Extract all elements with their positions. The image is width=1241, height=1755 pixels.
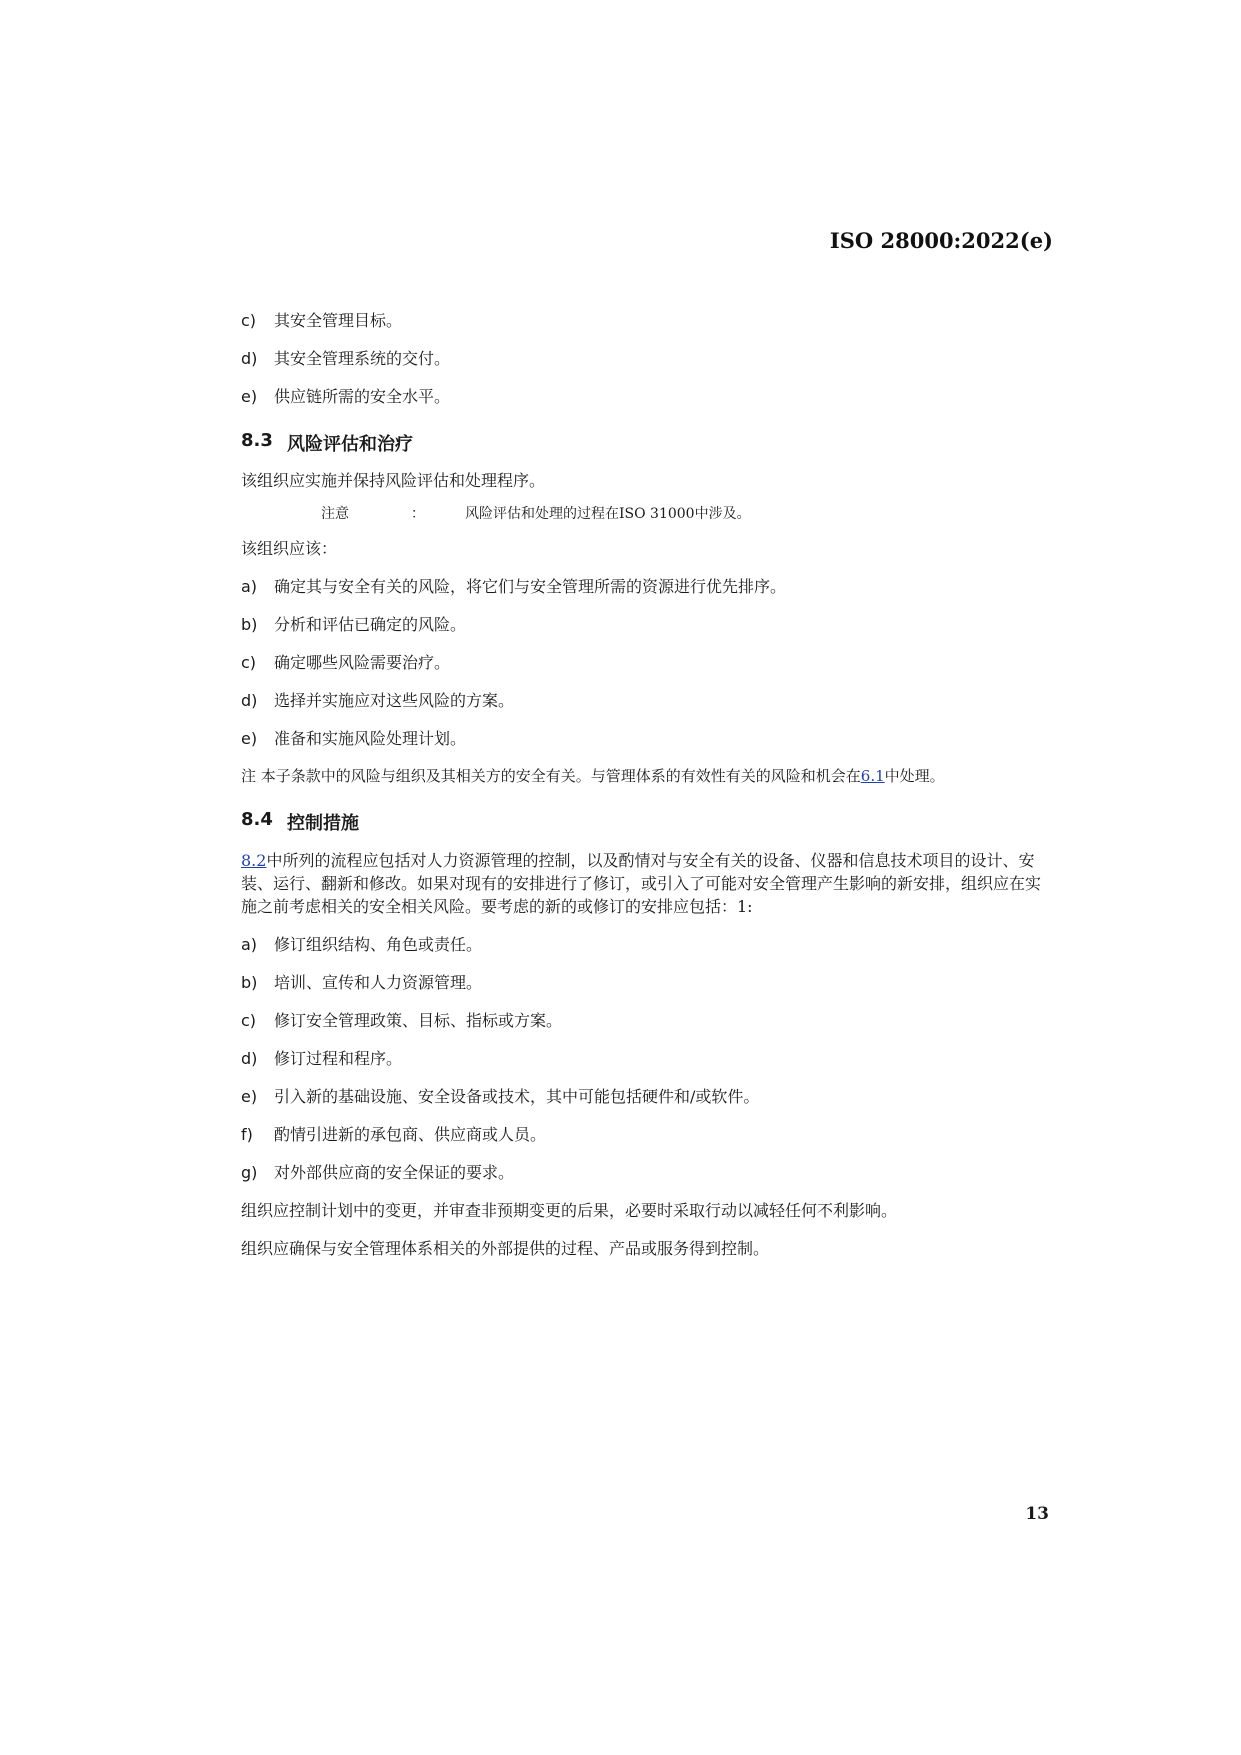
closing-paragraph: 组织应确保与安全管理体系相关的外部提供的过程、产品或服务得到控制。 [241,1239,770,1258]
section-lead: 该组织应该： [241,539,338,558]
list-item-label: d) [241,691,258,710]
list-item [241,614,1053,636]
list-item-text: 确定哪些风险需要治疗。 [274,653,451,672]
list-item-label: c) [241,311,257,330]
note-colon: ： [411,506,425,522]
list-item [241,386,1053,408]
list-item-label: b) [241,973,258,992]
list-item-label: d) [241,349,258,368]
section-footnote [241,766,1053,787]
clause-link-6-1[interactable]: 6.1 [860,767,885,785]
list-item-label: a) [241,935,258,954]
list-item [241,652,1053,674]
list-item-text: 其安全管理系统的交付。 [274,349,451,368]
list-item-label: g) [241,1163,258,1182]
list-item-text: 酌情引进新的承包商、供应商或人员。 [274,1125,547,1144]
section-title: 控制措施 [287,813,359,834]
list-item-label: b) [241,615,258,634]
clause-link-8-2[interactable]: 8.2 [241,851,267,870]
section-intro [241,849,1053,918]
list-item-label: f) [241,1125,253,1144]
list-item [241,1048,1053,1070]
list-item-text: 修订安全管理政策、目标、指标或方案。 [274,1011,563,1030]
section-title: 风险评估和治疗 [287,434,413,455]
list-item [241,348,1053,370]
list-item [241,1086,1053,1108]
list-item-label: e) [241,387,258,406]
page-content [241,310,1053,1276]
list-item-text: 准备和实施风险处理计划。 [274,729,467,748]
page-number: 13 [1025,1504,1049,1524]
list-item-text: 修订组织结构、角色或责任。 [274,935,483,954]
list-item [241,1124,1053,1146]
list-item-text: 其安全管理目标。 [274,311,403,330]
note-label: 注意 [321,506,349,522]
list-item-text: 供应链所需的安全水平。 [274,387,451,406]
list-item [241,934,1053,956]
section-number: 8.3 [241,430,273,451]
list-item-label: e) [241,1087,258,1106]
list-item-label: c) [241,1011,257,1030]
section-heading-8-3 [241,430,1053,456]
list-item-label: e) [241,729,258,748]
list-item-text: 引入新的基础设施、安全设备或技术，其中可能包括硬件和/或软件。 [274,1087,760,1106]
list-item [241,576,1053,598]
list-item-text: 选择并实施应对这些风险的方案。 [274,691,515,710]
list-item [241,690,1053,712]
list-item [241,1162,1053,1184]
list-item [241,1010,1053,1032]
list-item [241,310,1053,332]
list-item-text: 对外部供应商的安全保证的要求。 [274,1163,515,1182]
list-item-label: c) [241,653,257,672]
list-item-text: 培训、宣传和人力资源管理。 [274,973,483,992]
section-number: 8.4 [241,809,273,830]
list-item [241,972,1053,994]
note [241,504,1053,524]
footnote-text: 注 本子条款中的风险与组织及其相关方的安全有关。与管理体系的有效性有关的风险和机会在 [241,767,861,785]
list-item-text: 修订过程和程序。 [274,1049,403,1068]
list-item [241,728,1053,750]
section-intro: 该组织应实施并保持风险评估和处理程序。 [241,471,546,490]
closing-paragraph: 组织应控制计划中的变更，并审查非预期变更的后果，必要时采取行动以减轻任何不利影响。 [241,1201,898,1220]
list-item-text: 确定其与安全有关的风险，将它们与安全管理所需的资源进行优先排序。 [274,577,787,596]
list-item-label: a) [241,577,258,596]
note-text: 风险评估和处理的过程在ISO 31000中涉及。 [465,506,751,522]
list-item-text: 分析和评估已确定的风险。 [274,615,467,634]
footnote-text-end: 中处理。 [884,767,945,785]
section-heading-8-4 [241,809,1053,835]
section-intro-text: 中所列的流程应包括对人力资源管理的控制，以及酌情对与安全有关的设备、仪器和信息技术项目的设计、安装、运行、翻新和修改。如果对现有的安排进行了修订，或引入了可能对安全管理产生影响的新安排，组织应在实施之前考虑相关的安全相关风险。要考虑的新的或修订的安排应包括：1: [241,851,1042,916]
document-id: ISO 28000:2022(e) [829,228,1053,253]
list-item-label: d) [241,1049,258,1068]
